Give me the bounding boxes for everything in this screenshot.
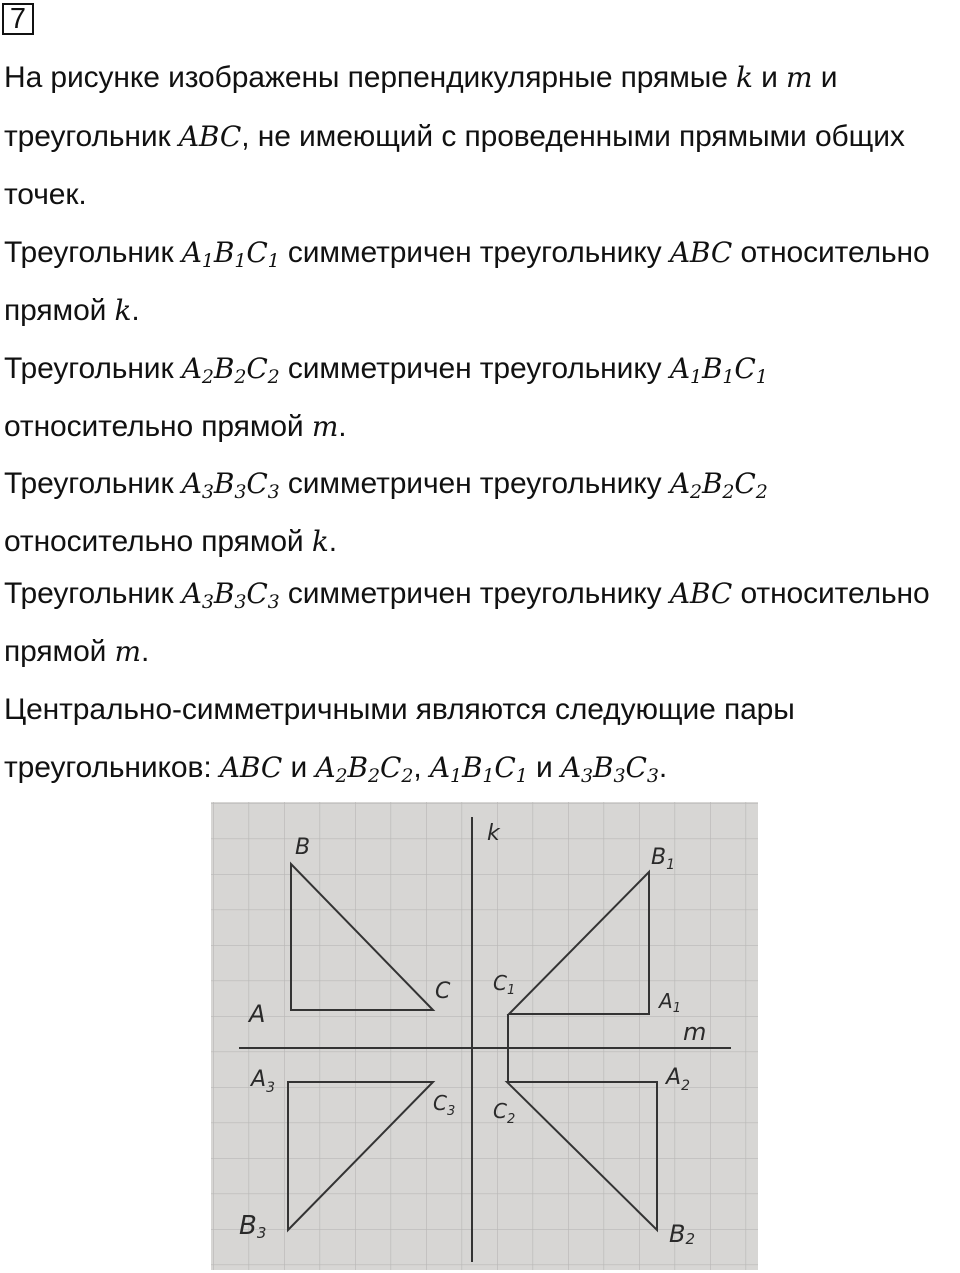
graph-paper-photo [211, 802, 758, 1270]
label-k: k [487, 821, 500, 846]
label-C: C [435, 979, 451, 1004]
label-A1: $A_1$ [659, 989, 681, 1016]
text-line-12: Центрально-симметричными являются следующие пары [4, 693, 795, 726]
text-line-5: прямой k. [4, 294, 140, 327]
text-line-4: Треугольник $A_1B_1C_1$ симметричен треугольнику ABC относительно [4, 236, 930, 272]
text-line-11: прямой m. [4, 635, 150, 668]
grid-background [211, 802, 758, 1270]
label-C1: $C_1$ [493, 971, 516, 998]
symmetry-drawing [211, 802, 758, 1270]
text-line-10: Треугольник $A_3B_3C_3$ симметричен треугольнику ABC относительно [4, 577, 930, 613]
label-B2: B2 [669, 1220, 696, 1248]
text-line-6: Треугольник $A_2B_2C_2$ симметричен треугольнику $A_1B_1C_1$ [4, 352, 768, 388]
problem-number: 7 [2, 3, 34, 35]
label-m: m [683, 1018, 707, 1046]
text-line-13: треугольников: ABC и $A_2B_2C_2$, $A_1B_1C_1$ и $A_3B_3C_3$. [4, 751, 668, 787]
label-C2: $C_2$ [493, 1099, 516, 1127]
label-B1: $B_1$ [651, 845, 676, 873]
label-A3: $A_3$ [251, 1067, 275, 1096]
text-line-2: треугольник ABC, не имеющий с проведенными прямыми общих [4, 120, 905, 153]
text-line-7: относительно прямой m. [4, 410, 347, 443]
label-B3: B3 [239, 1211, 267, 1242]
label-B: B [295, 835, 311, 860]
text-line-8: Треугольник $A_3B_3C_3$ симметричен треугольнику $A_2B_2C_2$ [4, 467, 768, 503]
text-line-9: относительно прямой k. [4, 525, 337, 558]
label-A: A [249, 1000, 266, 1028]
label-A2: $A_2$ [666, 1065, 690, 1094]
text-line-1: На рисунке изображены перпендикулярные прямые k и m и [4, 61, 838, 94]
label-C3: $C_3$ [433, 1091, 456, 1119]
text-line-3: точек. [4, 178, 87, 211]
